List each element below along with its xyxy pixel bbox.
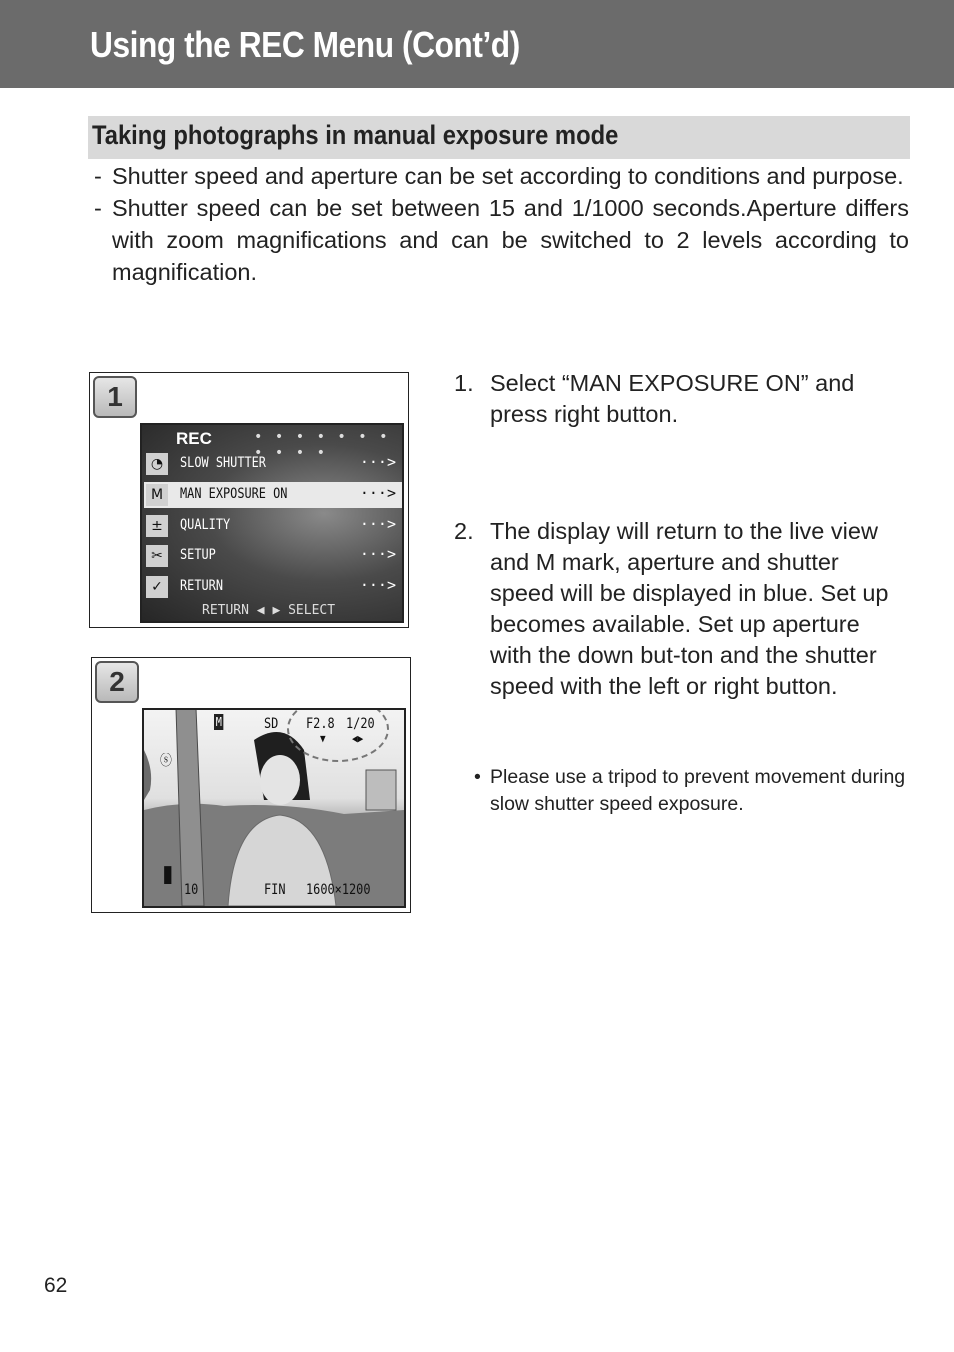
intro-bullets (92, 160, 909, 288)
resolution-indicator: 1600×1200 (306, 882, 371, 898)
aperture-value: F2.8 (306, 716, 335, 732)
battery-icon: ▮ (160, 856, 176, 891)
chevron-right-icon: ···> (359, 545, 396, 563)
figure-live-view (91, 657, 411, 913)
menu-item-setup: ✂ SETUP ···> (144, 543, 402, 569)
setup-icon: ✂ (146, 545, 168, 567)
return-icon: ✓ (146, 576, 168, 598)
flash-icon: ⓢ (160, 753, 172, 769)
page-number: 62 (44, 1274, 68, 1297)
lcd-title-dots: • • • • • • • • • • • (254, 429, 390, 461)
intro-bullet: - Shutter speed can be set between 15 and 1/1000 seconds.Aperture differs with zoom magnifications and can be switched to 2 levels according to magnification. (92, 192, 909, 288)
chevron-right-icon: ···> (359, 576, 396, 594)
manual-exposure-icon: M (146, 484, 168, 506)
chevron-right-icon: ···> (359, 515, 396, 533)
triangle-left-icon: ◀ (256, 603, 265, 618)
step-badge: 1 (93, 376, 137, 418)
menu-item-return: ✓ RETURN ···> (144, 574, 402, 600)
figure-rec-menu (89, 372, 409, 628)
menu-item-quality: ± QUALITY ···> (144, 513, 402, 539)
quality-indicator: FIN (264, 882, 286, 898)
triangle-left-right-icon: ◀▶ (352, 732, 364, 745)
photo-branches (144, 750, 151, 800)
bullet-dot: • (474, 766, 481, 788)
step-number: 1. (454, 370, 474, 396)
menu-item-slow-shutter: ◔ SLOW SHUTTER ···> (144, 451, 402, 477)
mode-indicator: SD (264, 716, 279, 732)
lcd-menu-footer: RETURN ◀ ▶ SELECT (202, 603, 336, 618)
quality-icon: ± (146, 515, 168, 537)
chevron-right-icon: ···> (359, 453, 396, 471)
photo-face (260, 755, 300, 805)
note-text: Please use a tripod to prevent movement during slow shutter speed exposure. (490, 766, 906, 815)
lcd-menu-title: REC (176, 429, 212, 448)
chevron-right-icon: ···> (359, 484, 396, 502)
page-title: Using the REC Menu (Cont’d) (90, 24, 520, 65)
section-title: Taking photographs in manual exposure mode (92, 120, 619, 150)
step-number: 2. (454, 518, 474, 544)
triangle-right-icon: ▶ (272, 603, 281, 618)
intro-bullet: - Shutter speed and aperture can be set according to conditions and purpose. (92, 160, 909, 192)
step-badge: 2 (95, 661, 139, 703)
step-text: The display will return to the live view and M mark, aperture and shutter speed will be displayed in blue. Set up becomes available. Set up aperture with the down but-ton and the shutter speed with the left or right button. (490, 518, 889, 699)
photo-house (366, 770, 396, 810)
lcd-screen-menu (140, 423, 404, 623)
lcd-screen-live-view (142, 708, 406, 908)
section-heading-bar (88, 116, 910, 159)
frames-remaining: 10 (184, 882, 199, 898)
header-bar (0, 0, 954, 88)
slow-shutter-icon: ◔ (146, 453, 168, 475)
manual-mode-icon: M (215, 715, 222, 729)
menu-item-man-exposure: M MAN EXPOSURE ON ···> (144, 482, 402, 508)
triangle-down-icon: ▼ (320, 732, 326, 745)
shutter-speed-value: 1/20 (346, 716, 375, 732)
step-text: Select “MAN EXPOSURE ON” and press right button. (490, 370, 855, 427)
